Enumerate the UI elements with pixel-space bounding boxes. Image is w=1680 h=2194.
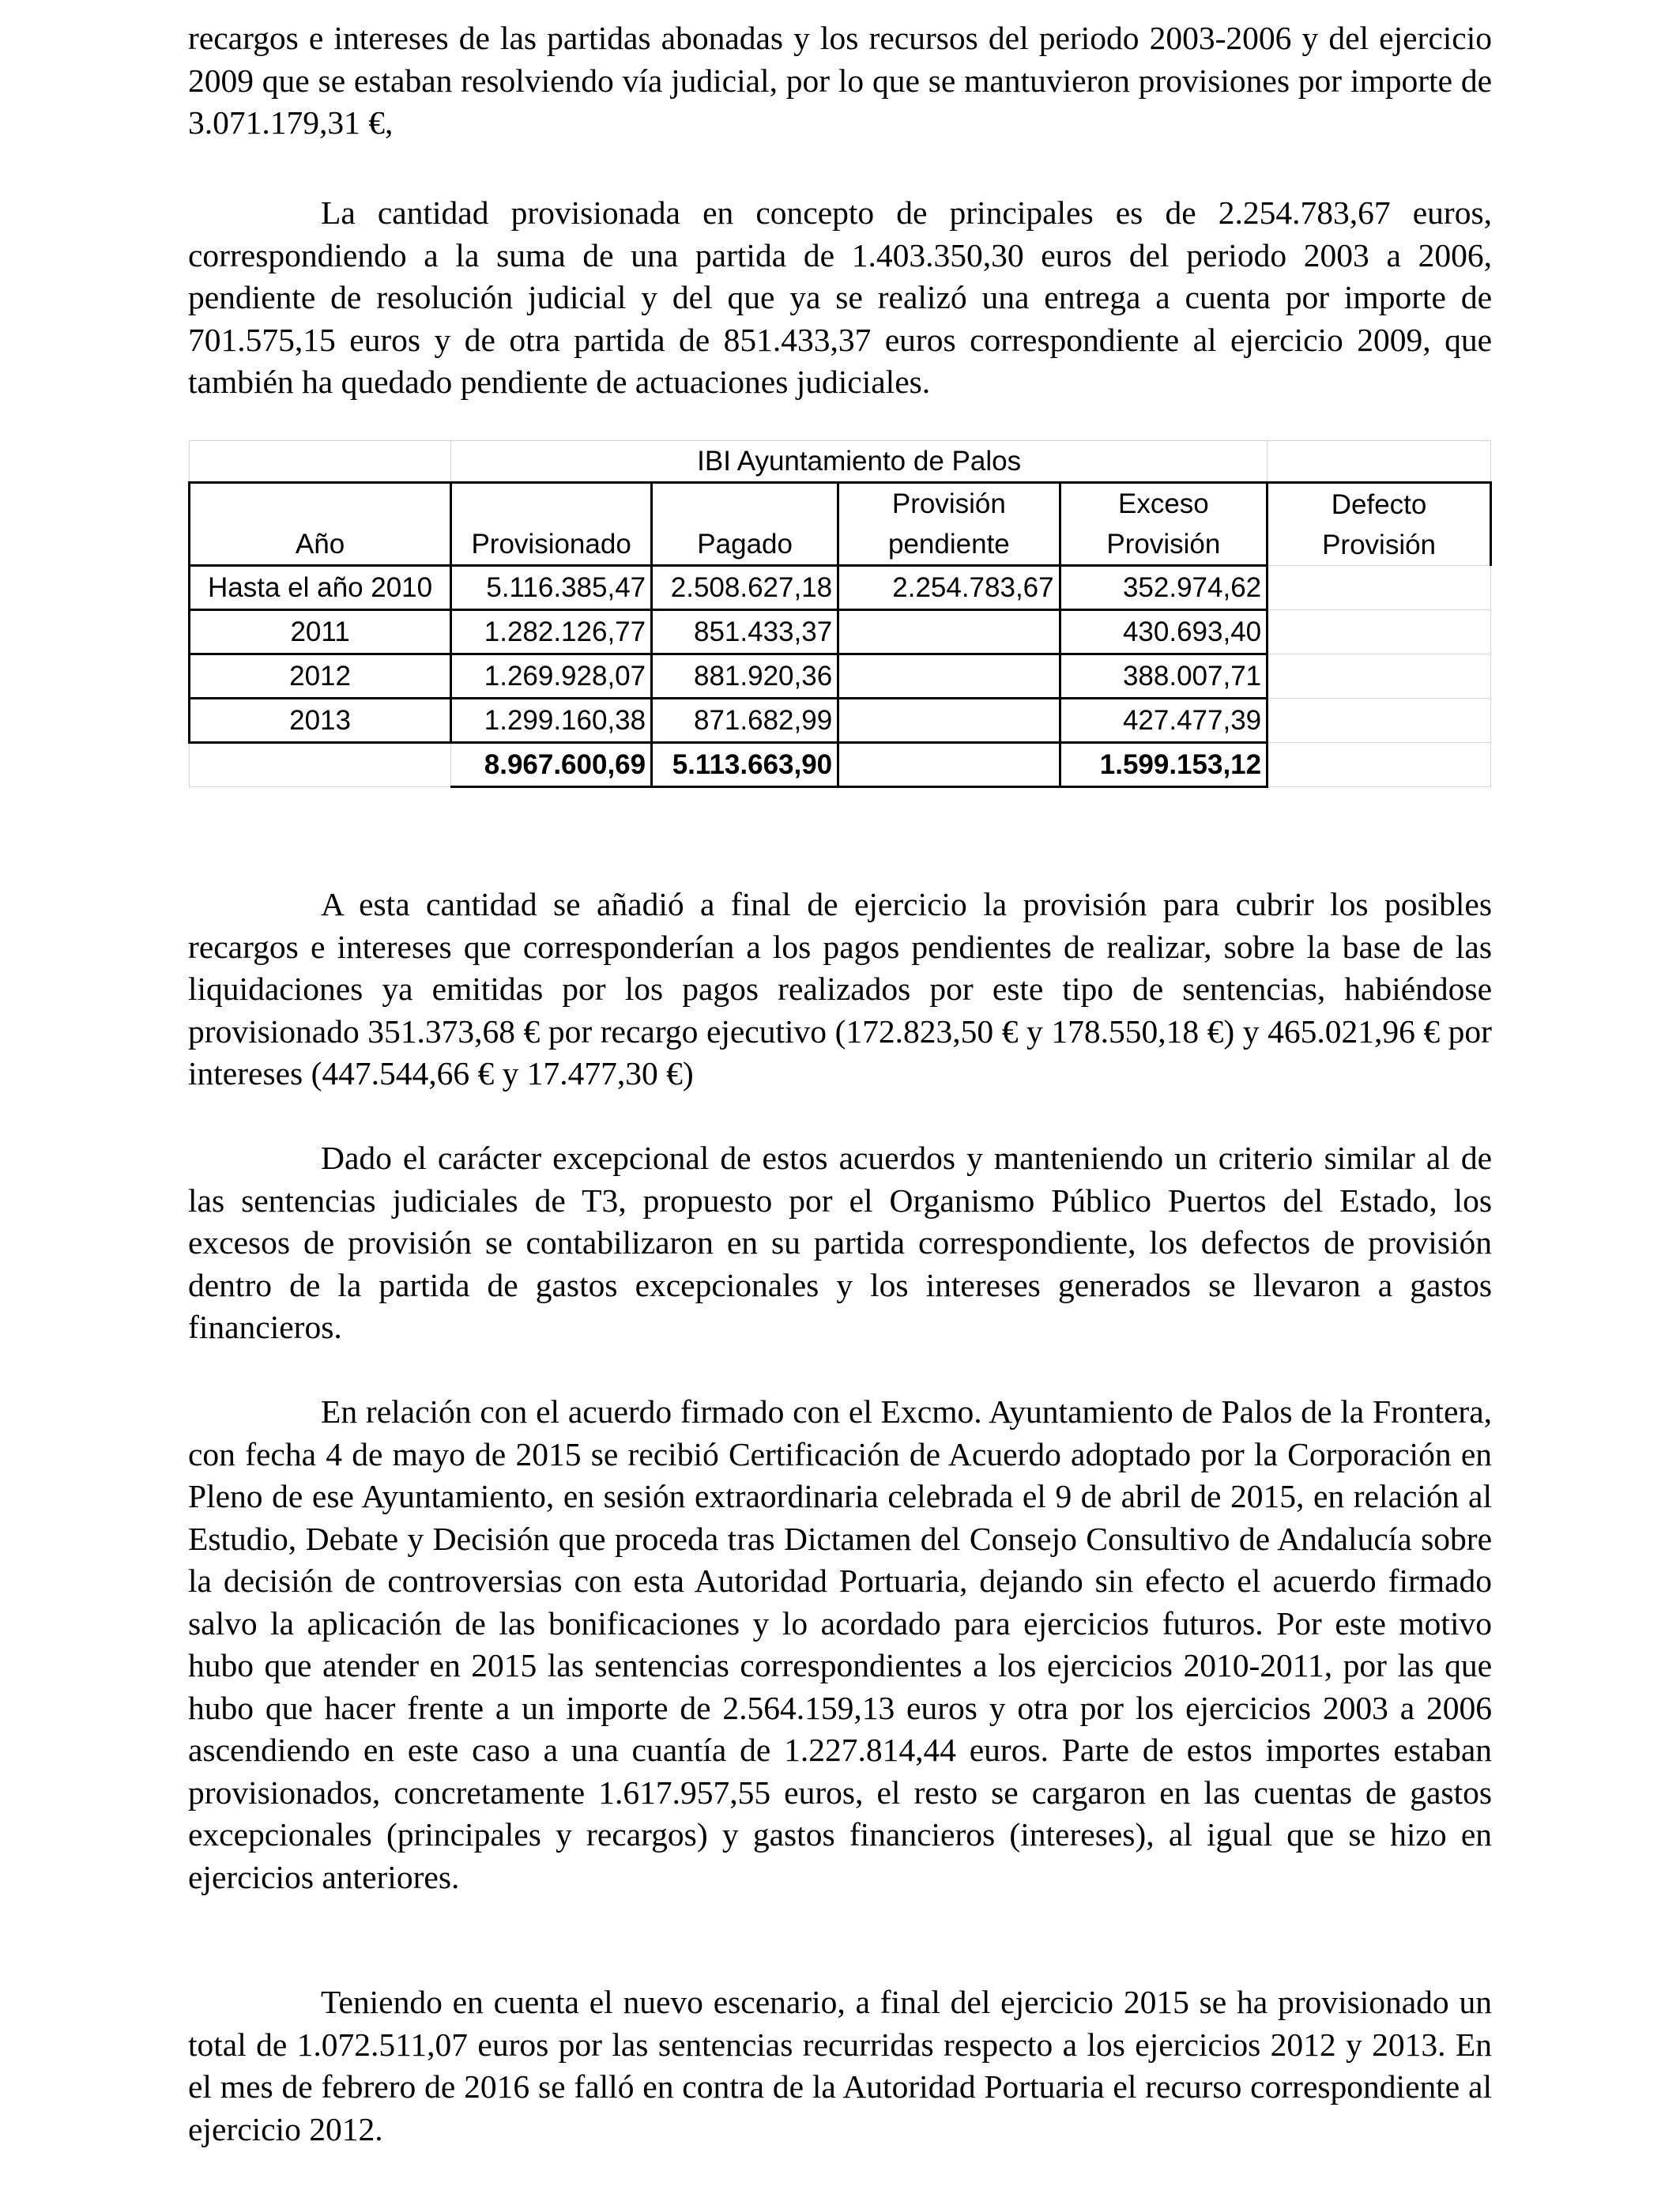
paragraph-5: En relación con el acuerdo firmado con el Excmo. Ayuntamiento de Palos de la Frontera, con fecha 4 de mayo de 2015 se recibió Certificación de Acuerdo adoptado por la Corporación en Pleno de ese Ayuntamiento, en sesión extraordinaria celebrada el 9 de abril de 2015, en relación al Estudio, Debate y Decisión que proceda tras Dictamen del Consejo Consultivo de Andalucía sobre la decisión de controversias con esta Autoridad Portuaria, dejando sin efecto el acuerdo firmado salvo la aplicación de las bonificaciones y lo acordado para ejercicios futuros. Por este motivo hubo que atender en 2015 las sentencias correspondientes a los ejercicios 2010-2011, por las que hubo que hacer frente a un importe de 2.564.159,13 euros y otra por los ejercicios 2003 a 2006 ascendiendo en este caso a una cuantía de 1.227.814,44 euros. Parte de estos importes estaban provisionados, concretamente 1.617.957,55 euros, el resto se cargaron en las cuentas de gastos excepcionales (principales y recargos) y gastos financieros (intereses), al igual que se hizo en ejercicios anteriores. — [188, 1393, 1492, 1895]
header-provision-pendiente: Provisión pendiente — [838, 483, 1060, 566]
table-row: 2012 1.269.928,07 881.920,36 388.007,71 — [190, 654, 1491, 699]
total-pagado: 5.113.663,90 — [652, 743, 838, 787]
paragraph-2: La cantidad provisionada en concepto de principales es de 2.254.783,67 euros, correspondiendo a la suma de una partida de 1.403.350,30 euros del periodo 2003 a 2006, pendiente de resolución judicial y del que ya se realizó una entrega a cuenta por importe de 701.575,15 euros y de otra partida de 851.433,37 euros correspondiente al ejercicio 2009, que también ha quedado pendiente de actuaciones judiciales. — [188, 194, 1492, 400]
table-row: 2011 1.282.126,77 851.433,37 430.693,40 — [190, 610, 1491, 654]
header-exceso-provision: Exceso Provisión — [1060, 483, 1268, 566]
paragraph-3: A esta cantidad se añadió a final de ejercicio la provisión para cubrir los posibles recargos e intereses que corresponderían a los pagos pendientes de realizar, sobre la base de las liquidaciones ya emitidas por los pagos realizados por este tipo de sentencias, habiéndose provisionado 351.373,68 € por recargo ejecutivo (172.823,50 € y 178.550,18 €) y 465.021,96 € por intereses (447.544,66 € y 17.477,30 €) — [188, 886, 1492, 1091]
table-title: IBI Ayuntamiento de Palos — [451, 441, 1268, 483]
paragraph-4: Dado el carácter excepcional de estos acuerdos y manteniendo un criterio similar al de las sentencias judiciales de T3, propuesto por el Organismo Público Puertos del Estado, los excesos de provisión se contabilizaron en su partida correspondiente, los defectos de provisión dentro de la partida de gastos excepcionales y los intereses generados se llevaron a gastos financieros. — [188, 1140, 1492, 1345]
table-row: Hasta el año 2010 5.116.385,47 2.508.627,18 2.254.783,67 352.974,62 — [190, 566, 1491, 610]
header-pagado: Pagado — [652, 483, 838, 566]
table-row: 2013 1.299.160,38 871.682,99 427.477,39 — [190, 699, 1491, 743]
header-anio: Año — [190, 483, 451, 566]
paragraph-6: Teniendo en cuenta el nuevo escenario, a final del ejercicio 2015 se ha provisionado un total de 1.072.511,07 euros por las sentencias recurridas respecto a los ejercicios 2012 y 2013. En el mes de febrero de 2016 se falló en contra de la Autoridad Portuaria el recurso correspondiente al ejercicio 2012. — [188, 1984, 1492, 2147]
header-defecto-provision: Defecto Provisión — [1268, 483, 1491, 566]
header-provisionado: Provisionado — [451, 483, 652, 566]
ibi-table — [188, 440, 1492, 788]
table-totals-row — [190, 743, 1491, 787]
total-exceso: 1.599.153,12 — [1060, 743, 1268, 787]
paragraph-1: recargos e intereses de las partidas abonadas y los recursos del periodo 2003-2006 y del ejercicio 2009 que se estaban resolviendo vía judicial, por lo que se mantuvieron provisiones por importe de 3.071.179,31 €, — [188, 20, 1492, 141]
total-provisionado: 8.967.600,69 — [451, 743, 652, 787]
